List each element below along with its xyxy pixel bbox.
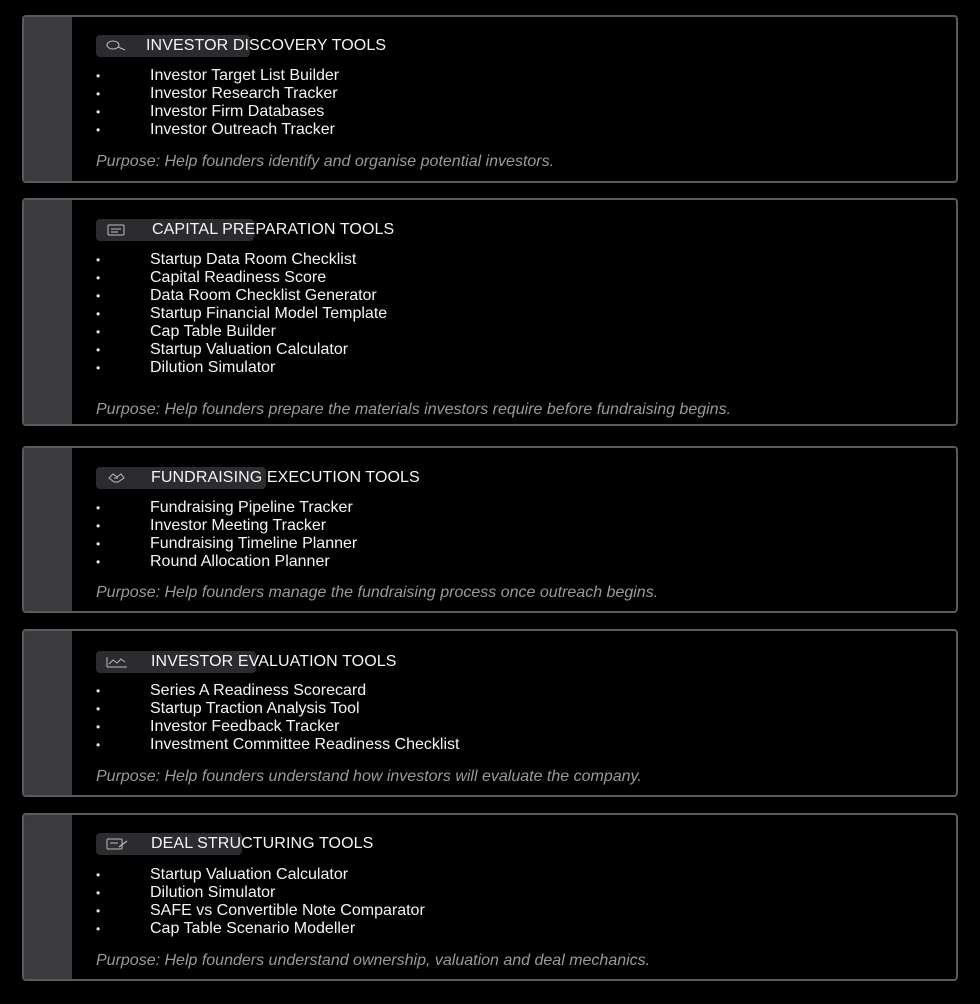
bullet: • [96, 307, 101, 321]
tool-item[interactable] [96, 682, 459, 700]
tool-item[interactable] [96, 718, 459, 736]
card-accent-bar [24, 17, 72, 181]
bullet: • [96, 720, 101, 734]
tool-item-label: Capital Readiness Score [150, 269, 327, 286]
tool-item-label: Cap Table Scenario Modeller [150, 920, 356, 937]
tool-item[interactable] [96, 535, 357, 553]
tool-item-label: Investor Research Tracker [150, 85, 338, 102]
tool-item-label: Investor Feedback Tracker [150, 718, 340, 735]
card-accent-bar [24, 815, 72, 979]
card-accent-bar [24, 200, 72, 424]
tool-item-label: Investor Firm Databases [150, 103, 325, 120]
bullet: • [96, 886, 101, 900]
section-card-fundraising-execution [22, 446, 958, 613]
bullet: • [96, 519, 101, 533]
tool-item-label: Investment Committee Readiness Checklist [150, 736, 460, 753]
tool-item[interactable] [96, 103, 339, 121]
bullet: • [96, 537, 101, 551]
tool-list [96, 67, 339, 139]
tool-item[interactable] [96, 517, 357, 535]
document-icon [96, 219, 136, 241]
tool-item[interactable] [96, 85, 339, 103]
section-purpose: Purpose: Help founders identify and organise potential investors. [96, 153, 555, 170]
tool-item[interactable] [96, 499, 357, 517]
bullet: • [96, 702, 101, 716]
bullet: • [96, 325, 101, 339]
tool-item[interactable] [96, 553, 357, 571]
section-title: DEAL STRUCTURING TOOLS [151, 835, 374, 852]
bullet: • [96, 253, 101, 267]
card-accent-bar [24, 631, 72, 795]
section-title: CAPITAL PREPARATION TOOLS [152, 221, 395, 238]
bullet: • [96, 922, 101, 936]
tool-item-label: Fundraising Timeline Planner [150, 535, 358, 552]
tool-item-label: Dilution Simulator [150, 884, 276, 901]
tool-item[interactable] [96, 884, 425, 902]
section-card-investor-evaluation [22, 629, 958, 797]
tool-item-label: Series A Readiness Scorecard [150, 682, 367, 699]
tool-list [96, 499, 357, 571]
tool-item[interactable] [96, 287, 387, 305]
section-purpose: Purpose: Help founders prepare the materials investors require before fundraising begins. [96, 401, 732, 418]
bullet: • [96, 738, 101, 752]
contract-icon [96, 833, 136, 855]
bullet: • [96, 123, 101, 137]
tool-item-label: Investor Outreach Tracker [150, 121, 335, 138]
tool-item[interactable] [96, 251, 387, 269]
bullet: • [96, 868, 101, 882]
bullet: • [96, 271, 101, 285]
card-accent-bar [24, 448, 72, 611]
bullet: • [96, 555, 101, 569]
section-title: INVESTOR EVALUATION TOOLS [151, 653, 397, 670]
tool-item-label: Startup Financial Model Template [150, 305, 388, 322]
tool-item[interactable] [96, 305, 387, 323]
bullet: • [96, 343, 101, 357]
chart-line-icon [96, 651, 136, 673]
tool-item-label: Investor Meeting Tracker [150, 517, 327, 534]
section-card-capital-preparation [22, 198, 958, 426]
tool-item-label: Investor Target List Builder [150, 67, 340, 84]
tool-item[interactable] [96, 121, 339, 139]
tool-item-label: Fundraising Pipeline Tracker [150, 499, 353, 516]
section-title: FUNDRAISING EXECUTION TOOLS [151, 469, 420, 486]
tool-item-label: SAFE vs Convertible Note Comparator [150, 902, 425, 919]
tool-item[interactable] [96, 700, 459, 718]
tool-item-label: Data Room Checklist Generator [150, 287, 377, 304]
tool-item[interactable] [96, 866, 425, 884]
section-title: INVESTOR DISCOVERY TOOLS [146, 37, 387, 54]
section-header [96, 833, 373, 855]
bullet: • [96, 87, 101, 101]
tool-item[interactable] [96, 920, 425, 938]
tool-item-label: Startup Valuation Calculator [150, 866, 349, 883]
section-card-investor-discovery [22, 15, 958, 183]
section-header [96, 651, 397, 673]
section-header [96, 467, 420, 489]
tool-list [96, 682, 459, 754]
tool-item-label: Startup Data Room Checklist [150, 251, 357, 268]
tool-item-label: Cap Table Builder [150, 323, 277, 340]
tool-item[interactable] [96, 736, 459, 754]
bullet: • [96, 501, 101, 515]
section-header [96, 219, 394, 241]
tool-list [96, 251, 387, 377]
magnifier-icon [96, 35, 136, 57]
bullet: • [96, 289, 101, 303]
handshake-icon [96, 467, 136, 489]
bullet: • [96, 904, 101, 918]
tool-item[interactable] [96, 359, 387, 377]
section-card-deal-structuring [22, 813, 958, 981]
tool-item[interactable] [96, 323, 387, 341]
section-purpose: Purpose: Help founders manage the fundraising process once outreach begins. [96, 584, 659, 601]
tool-item-label: Dilution Simulator [150, 359, 276, 376]
tool-list [96, 866, 425, 938]
tool-item-label: Startup Valuation Calculator [150, 341, 349, 358]
tool-item[interactable] [96, 269, 387, 287]
bullet: • [96, 361, 101, 375]
tool-item[interactable] [96, 67, 339, 85]
bullet: • [96, 105, 101, 119]
section-purpose: Purpose: Help founders understand how investors will evaluate the company. [96, 768, 642, 785]
bullet: • [96, 69, 101, 83]
tool-item[interactable] [96, 341, 387, 359]
section-header [96, 35, 386, 57]
tool-item[interactable] [96, 902, 425, 920]
tool-item-label: Round Allocation Planner [150, 553, 330, 570]
tool-item-label: Startup Traction Analysis Tool [150, 700, 360, 717]
section-purpose: Purpose: Help founders understand ownership, valuation and deal mechanics. [96, 952, 651, 969]
bullet: • [96, 684, 101, 698]
